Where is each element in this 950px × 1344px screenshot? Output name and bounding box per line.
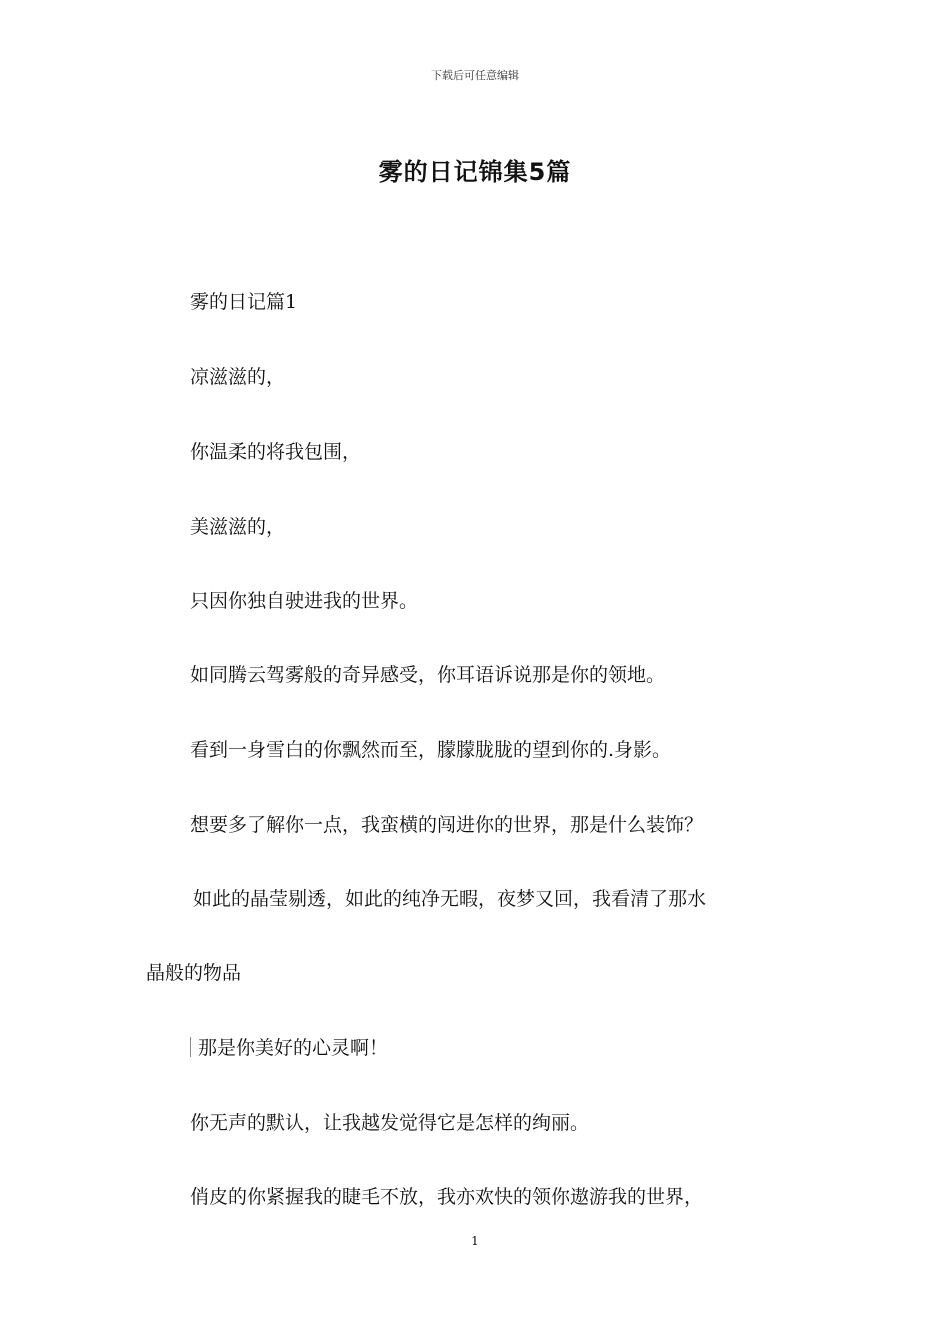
text-line: 看到一身雪白的你飘然而至，朦朦胧胧的望到你的.身影。: [190, 739, 672, 761]
text-line: 如同腾云驾雾般的奇异感受，你耳语诉说那是你的领地。: [190, 664, 666, 686]
text-line: 只因你独自驶进我的世界。: [190, 590, 419, 612]
text-line: 你无声的默认，让我越发觉得它是怎样的绚丽。: [190, 1112, 590, 1134]
section-heading: 雾的日记篇1: [190, 291, 298, 313]
text-line-continuation: 晶般的物品: [146, 962, 242, 984]
text-line: 你温柔的将我包围，: [190, 441, 362, 463]
page-number: 1: [471, 1234, 479, 1248]
text-line: 那是你美好的心灵啊！: [198, 1037, 389, 1059]
document-title: 雾的日记锦集5篇: [378, 158, 572, 186]
text-line: 想要多了解你一点，我蛮横的闯进你的世界，那是什么装饰？: [190, 814, 704, 836]
text-line: 如此的晶莹剔透，如此的纯净无暇，夜梦又回，我看清了那水: [193, 888, 707, 910]
text-line-with-cursor: [190, 1033, 388, 1060]
text-cursor-mark: [190, 1037, 191, 1057]
page-header-note: 下载后可任意编辑: [431, 69, 519, 82]
text-line: 美滋滋的，: [190, 516, 286, 538]
text-line: 俏皮的你紧握我的睫毛不放，我亦欢快的领你遨游我的世界，: [190, 1186, 704, 1208]
text-line: 凉滋滋的，: [190, 366, 286, 388]
